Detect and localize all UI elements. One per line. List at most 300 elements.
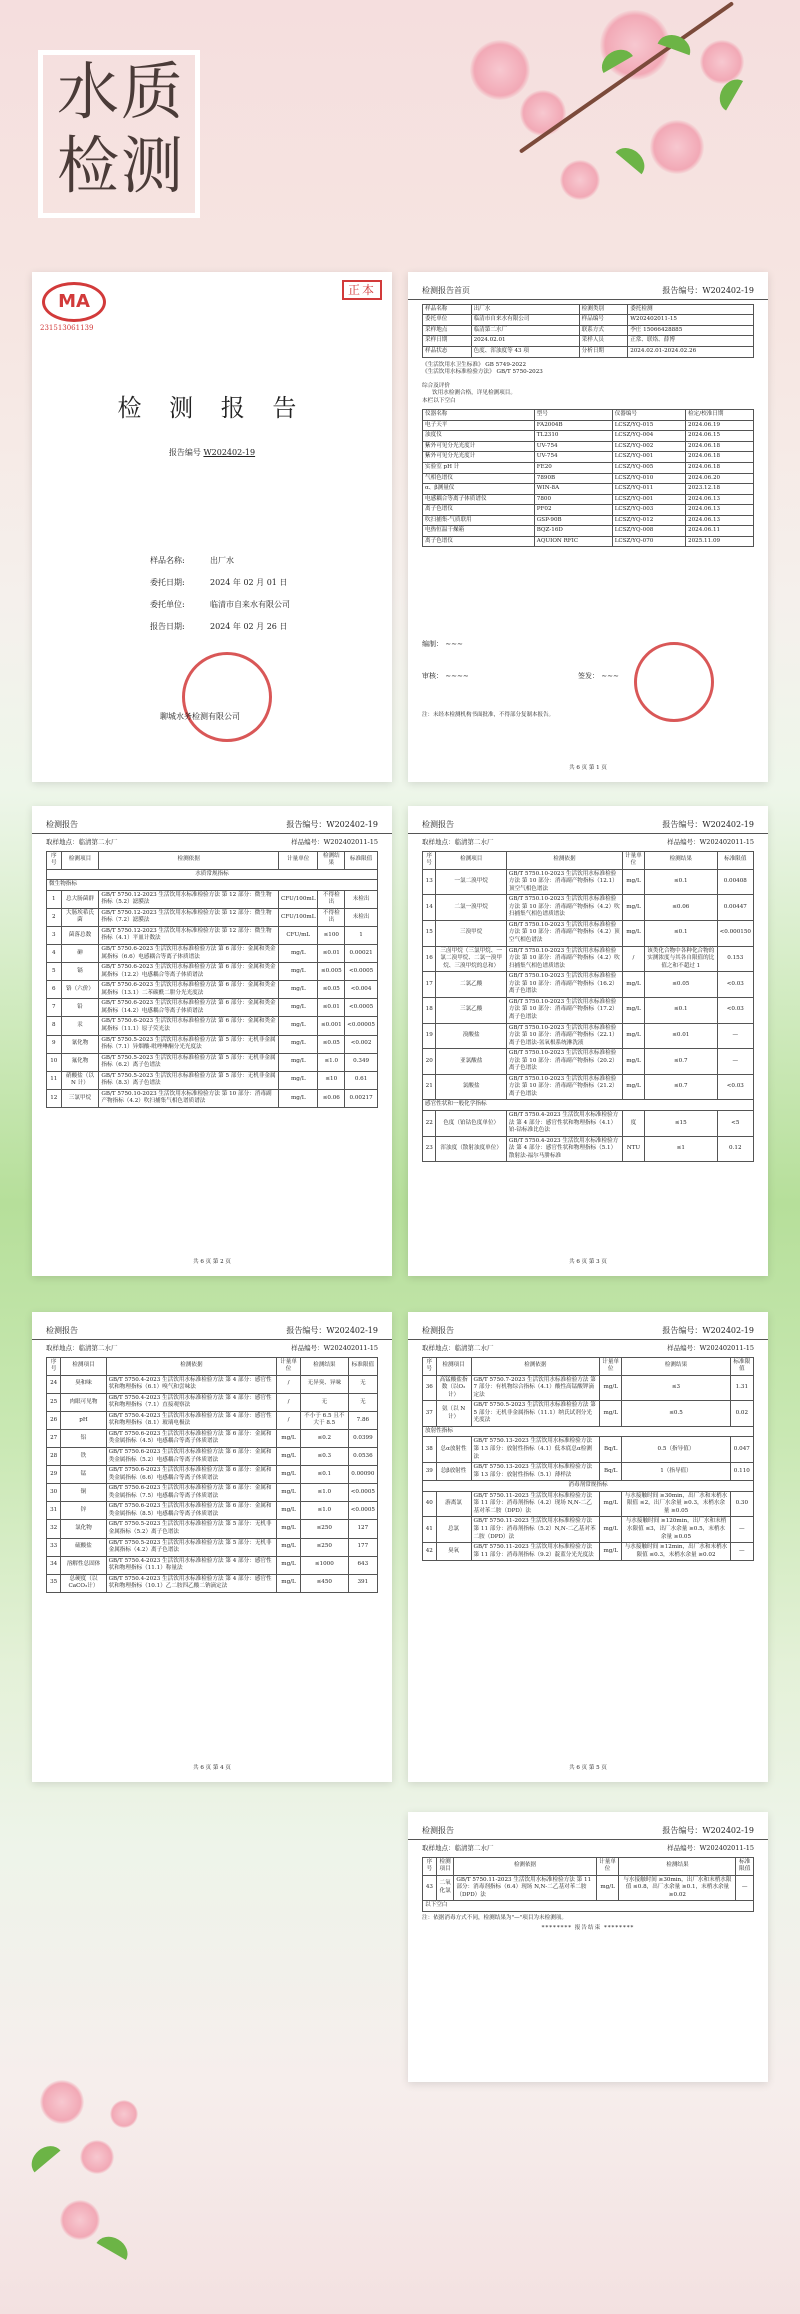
table-cell: 三氯乙酸 [436,997,506,1023]
table-cell: 色度（铂钴色度单位） [436,1110,506,1136]
table-cell: 1 [47,890,62,908]
table-row: 样品名称 出厂水 检测类别 委托检测 [423,304,754,315]
table-cell: GB/T 5750.5-2023 生活饮用水标准检验方法 第 5 部分：无机非金属指标（4.2）离子色谱法 [106,1538,277,1556]
section-label: 消毒剂常规指标 [423,1481,754,1492]
table-cell: LCSZ/YQ-011 [612,484,685,495]
results-table [422,1857,754,1912]
table-row [423,473,754,484]
table-cell: 3 [47,926,62,944]
table-cell: 0.02 [730,1401,753,1427]
table-row [47,981,378,999]
page-header-left: 检测报告 [422,820,454,829]
section-row: 水质常规指标 [47,869,378,880]
table-row [47,926,378,944]
table-row [47,963,378,981]
table-row: 委托单位 临清市自来水有限公司 样品编号 W202402011-15 [423,315,754,326]
table-row [47,1466,378,1484]
table-cell: 无 [348,1375,377,1393]
table-cell: 高锰酸盐指数（以O₂计） [436,1375,471,1401]
table-row [423,463,754,474]
table-cell: 度 [622,1110,644,1136]
table-cell: 0.349 [345,1053,378,1071]
table-row [47,1448,378,1466]
table-cell: pH [61,1411,106,1429]
table-row [47,1574,378,1592]
table-cell: GB/T 5750.13-2023 生活饮用水标准检验方法 第 13 部分：放射性指标（4.1）低本底总α检测法 [471,1437,600,1463]
table-row [47,1429,378,1447]
table-cell: 0.047 [730,1437,753,1463]
table-row: 样品状态 色度、浑浊度等 43 项 分析日期 2024.02.01-2024.02.26 [423,346,754,357]
table-cell: mg/L [277,1429,301,1447]
column-header: 检测结果 [619,1857,736,1875]
table-row [423,1437,754,1463]
table-cell: 7 [47,999,62,1017]
report-page-3 [408,806,768,1276]
table-cell: GB/T 5750.10-2023 生活饮用水标准检验方法 第 10 部分：消毒副产物指标（21.2）离子色谱法 [506,1074,622,1100]
table-cell: 36 [423,1375,437,1401]
table-cell: 电子天平 [423,420,535,431]
table-row [423,1517,754,1543]
table-cell: 26 [47,1411,61,1429]
page-note: 注：依据消毒方式不同，检测结果为"—"项目为未检测项。 [422,1914,567,1921]
table-cell: <0.0005 [348,1502,377,1520]
cover-row: 报告日期: 2024 年 02 月 26 日 [150,622,288,631]
table-cell: ≤1 [644,1136,717,1162]
report-page-6 [408,1812,768,2082]
table-cell: GB/T 5750.5-2023 生活饮用水标准检验方法 第 5 部分：无机非金属指标（8.3）离子色谱法 [99,1071,279,1089]
table-cell: ≤250 [300,1538,348,1556]
table-cell: ≤0.7 [644,1049,717,1075]
table-cell: 二氧化氯 [436,1875,454,1901]
report-page-2 [32,806,392,1276]
table-cell: BQZ-16D [534,526,612,537]
table-cell: ≤250 [300,1520,348,1538]
table-cell: 氟化物 [61,1053,99,1071]
table-row: 采样日期 2024.02.01 采样人员 正常、联络、薛博 [423,336,754,347]
table-cell: — [730,1517,753,1543]
table-cell: WIN-8A [534,484,612,495]
table-cell: mg/L [622,1074,644,1100]
table-cell: ≤0.01 [318,945,345,963]
table-cell: GB/T 5750.10-2023 生活饮用水标准检验方法 第 10 部分：消毒副产物指标（20.2）离子色谱法 [506,1049,622,1075]
table-row [423,431,754,442]
table-cell: ≤0.01 [318,999,345,1017]
table-cell: 42 [423,1543,437,1561]
table-cell: mg/L [277,1502,301,1520]
sample-number: 样品编号：W202402011-15 [291,837,378,846]
table-cell: 12 [47,1089,62,1107]
column-header: 标准限值 [717,851,753,869]
table-cell: ≤0.5 [622,1401,730,1427]
table-cell: 0.00408 [717,869,753,895]
table-cell: ≤0.1 [300,1466,348,1484]
table-cell: 未检出 [345,908,378,926]
table-cell: 0.61 [345,1071,378,1089]
table-row [47,945,378,963]
table-cell: mg/L [278,1053,317,1071]
table-cell: GB/T 5750.6-2023 生活饮用水标准检验方法 第 6 部分：金属和类金属指标（12.2）电感耦合等离子体质谱法 [99,963,279,981]
table-cell: 离子色谱仪 [423,505,535,516]
table-cell: 电感耦合等离子体质谱仪 [423,494,535,505]
table-cell: ≤100 [318,926,345,944]
column-header: 检测依据 [106,1357,277,1375]
column-header: 计量单位 [600,1357,622,1375]
table-cell: 25 [47,1393,61,1411]
table-cell: <0.00005 [345,1017,378,1035]
table-cell: CFU/100mL [278,890,317,908]
table-cell: <0.0005 [345,963,378,981]
table-cell: 与水接触时间 ≥120min，出厂水和末梢水限值 ≤3，出厂水余量 ≥0.5，末梢水余量 ≥0.05 [622,1517,730,1543]
table-row [423,1875,754,1901]
table-cell: mg/L [278,1035,317,1053]
table-row [423,869,754,895]
table-cell: 9 [47,1035,62,1053]
table-cell: 与水接触时间 ≥30min，出厂水和末梢水限值 ≤0.8，出厂水余量 ≥0.1，末梢水余量 ≥0.02 [619,1875,736,1901]
table-row [423,1023,754,1049]
sample-number: 样品编号：W202402011-15 [667,1343,754,1352]
ma-certification-mark: MA [42,282,106,322]
table-cell: GB/T 5750.11-2023 生活饮用水标准检验方法 第 11 部分：消毒剂指标（6.4）现场 N,N-二乙基对苯二胺（DPD）法 [454,1875,596,1901]
table-cell: 二氯一溴甲烷 [436,895,506,921]
page-header-left: 检测报告 [46,820,78,829]
table-cell: 离子色谱仪 [423,536,535,547]
red-seal-stamp [634,642,714,722]
column-header: 检测依据 [454,1857,596,1875]
table-cell: mg/L [600,1491,622,1517]
sample-number: 样品编号：W202402011-15 [667,1843,754,1852]
table-row [423,1543,754,1561]
table-cell: GB/T 5750.5-2023 生活饮用水标准检验方法 第 5 部分：无机非金属指标（6.2）离子色谱法 [99,1053,279,1071]
table-cell: 电热恒温干燥箱 [423,526,535,537]
table-cell: GB/T 5750.6-2023 生活饮用水标准检验方法 第 6 部分：金属和类金属指标（6.6）电感耦合等离子体质谱法 [99,945,279,963]
table-cell: 19 [423,1023,436,1049]
table-cell: GB/T 5750.13-2023 生活饮用水标准检验方法 第 13 部分：放射性指标（5.1）薄样法 [471,1463,600,1481]
table-cell: 浊度仪 [423,431,535,442]
table-cell: NTU [622,1136,644,1162]
report-end: ******** 报告结束 ******** [541,1925,635,1932]
table-cell: mg/L [278,963,317,981]
table-cell: mg/L [278,999,317,1017]
table-row [423,505,754,516]
table-cell: Bq/L [600,1437,622,1463]
table-cell: GB/T 5750.10-2023 生活饮用水标准检验方法 第 10 部分：消毒副产物指标（4.2）吹扫捕集气相色谱质谱法 [506,895,622,921]
table-cell: 0.153 [717,946,753,972]
table-cell: 汞 [61,1017,99,1035]
table-cell: 铅 [61,999,99,1017]
table-cell: 不小于 6.5 且不大于 8.5 [300,1411,348,1429]
column-header: 计量单位 [277,1357,301,1375]
table-cell: 亚氯酸盐 [436,1049,506,1075]
table-cell: mg/L [278,981,317,999]
table-cell: LCSZ/YQ-010 [612,473,685,484]
table-cell: GB/T 5750.4-2023 生活饮用水标准检验方法 第 4 部分：感官性状和物理指标（10.1）乙二胺四乙酸二钠滴定法 [106,1574,277,1592]
table-row [47,1556,378,1574]
table-cell: ≤0.7 [644,1074,717,1100]
table-cell: ≤1000 [300,1556,348,1574]
table-cell: 锰 [61,1466,106,1484]
table-cell: GB/T 5750.10-2023 生活饮用水标准检验方法 第 10 部分：消毒副产物指标（22.1）离子色谱法-氢氧根系统淋洗液 [506,1023,622,1049]
table-cell: 气相色谱仪 [423,473,535,484]
table-cell: <0.002 [345,1035,378,1053]
table-cell: <5 [717,1110,753,1136]
table-cell: 氯化物 [61,1520,106,1538]
table-cell: 2024.06.13 [686,515,754,526]
table-cell: mg/L [622,869,644,895]
page-header-right: 报告编号：W202402-19 [662,1326,754,1335]
table-row [423,420,754,431]
title-line-1: 水质 [57,55,186,128]
table-cell: GB/T 5750.10-2023 生活饮用水标准检验方法 第 10 部分：消毒副产物指标（4.2）吹扫捕集气相色谱质谱法 [506,946,622,972]
table-cell: ≤0.05 [318,981,345,999]
table-cell: 4 [47,945,62,963]
table-cell: 177 [348,1538,377,1556]
table-cell: 臭和味 [61,1375,106,1393]
table-cell: LCSZ/YQ-001 [612,452,685,463]
table-cell: mg/L [600,1401,622,1427]
column-header: 序号 [47,851,62,869]
table-cell: GB/T 5750.7-2023 生活饮用水标准检验方法 第 7 部分：有机物综合指标（4.1）酸性高锰酸钾滴定法 [471,1375,600,1401]
table-cell: UV-754 [534,452,612,463]
table-cell: 22 [423,1110,436,1136]
sampling-site: 取样地点：临清第二水厂 [422,1843,494,1852]
table-cell: <0.004 [345,981,378,999]
table-cell: LCSZ/YQ-008 [612,526,685,537]
table-cell: 10 [47,1053,62,1071]
table-cell: GB/T 5750.11-2023 生活饮用水标准检验方法 第 11 部分：消毒剂指标（4.2）现场 N,N-二乙基对苯二胺（DPD）法 [471,1491,600,1517]
table-cell: 铬（六价） [61,981,99,999]
table-cell: mg/L [277,1538,301,1556]
table-cell: 2024.06.11 [686,526,754,537]
table-cell: 2023.12.18 [686,484,754,495]
table-row [47,1375,378,1393]
column-header: 检测项目 [61,851,99,869]
page-header-left: 检测报告 [46,1326,78,1335]
page-header-left: 检测报告首页 [422,286,470,295]
table-row [47,1502,378,1520]
signature-review: 审核： ∼∼∼∼ [422,672,469,680]
table-cell: ≤0.001 [318,1017,345,1035]
table-cell: GB/T 5750.6-2023 生活饮用水标准检验方法 第 6 部分：金属和类金属指标（14.2）电感耦合等离子体质谱法 [99,999,279,1017]
table-cell: 6 [47,981,62,999]
table-cell: 0.00021 [345,945,378,963]
table-cell: — [736,1875,754,1901]
table-cell: 29 [47,1466,61,1484]
table-cell: 不得检出 [318,908,345,926]
table-cell: GB/T 5750.4-2023 生活饮用水标准检验方法 第 4 部分：感官性状和物理指标（11.1）称量法 [106,1556,277,1574]
table-cell: ≤0.05 [318,1035,345,1053]
table-row [423,536,754,547]
column-header: 检测项目 [436,1357,471,1375]
table-cell: mg/L [622,1023,644,1049]
table-cell: GB/T 5750.6-2023 生活饮用水标准检验方法 第 6 部分：金属和类金属指标（5.2）电感耦合等离子体质谱法 [106,1448,277,1466]
table-cell: 该类化合物中各种化合物的实测浓度与其各自限值的比值之和不超过 1 [644,946,717,972]
table-cell: GB/T 5750.5-2023 生活饮用水标准检验方法 第 5 部分：无机非金属指标（11.1）纳氏试剂分光光度法 [471,1401,600,1427]
table-cell: 1（指导值） [622,1463,730,1481]
table-row [47,890,378,908]
table-cell: ≤1.0 [300,1502,348,1520]
table-cell: GSP-90B [534,515,612,526]
table-cell: 0.0536 [348,1448,377,1466]
table-cell: 7890B [534,473,612,484]
column-header: 标准限值 [736,1857,754,1875]
table-cell: 大肠埃希氏菌 [61,908,99,926]
table-cell: 硝酸盐（以 N 计） [61,1071,99,1089]
report-page-5 [408,1312,768,1782]
report-first-page [408,272,768,782]
table-cell: 127 [348,1520,377,1538]
table-row [423,515,754,526]
table-row [423,997,754,1023]
table-row [423,1074,754,1100]
table-cell: 0.00447 [717,895,753,921]
table-row [423,920,754,946]
table-cell: ≤0.06 [318,1089,345,1107]
table-cell: 37 [423,1401,437,1427]
table-cell: mg/L [277,1484,301,1502]
table-cell: GB/T 5750.10-2023 生活饮用水标准检验方法 第 10 部分：消毒副产物指标（16.2）离子色谱法 [506,972,622,998]
table-cell: 无 [348,1393,377,1411]
column-header: 序号 [423,1357,437,1375]
table-row [423,1136,754,1162]
sample-info-table [422,304,754,358]
table-cell: 三卤甲烷（三氯甲烷、一氯二溴甲烷、二氯一溴甲烷、三溴甲烷的总和） [436,946,506,972]
signature-compile: 编制： ∼∼∼ [422,640,463,648]
table-cell: 总硬度（以CaCO₃计） [61,1574,106,1592]
table-cell: mg/L [596,1875,619,1901]
page-header-right: 报告编号：W202402-19 [286,1326,378,1335]
table-cell: — [717,1049,753,1075]
table-row [423,1110,754,1136]
table-row [423,972,754,998]
table-cell: / [622,946,644,972]
table-cell: mg/L [622,1049,644,1075]
table-cell: ≤1.0 [300,1484,348,1502]
table-cell: — [717,1023,753,1049]
table-cell: 15 [423,920,436,946]
table-cell: ≤0.1 [644,997,717,1023]
table-cell: 溶解性总固体 [61,1556,106,1574]
table-cell: 砷 [61,945,99,963]
table-cell: GB/T 5750.4-2023 生活饮用水标准检验方法 第 4 部分：感官性状和物理指标（6.1）嗅气和尝味法 [106,1375,277,1393]
table-cell: mg/L [277,1574,301,1592]
table-cell: 1.31 [730,1375,753,1401]
column-header: 检测结果 [318,851,345,869]
table-row [423,946,754,972]
table-cell: 34 [47,1556,61,1574]
table-cell: <0.03 [717,972,753,998]
table-row [47,1538,378,1556]
table-cell: 391 [348,1574,377,1592]
table-cell: mg/L [278,1017,317,1035]
table-row [423,1481,754,1492]
table-cell: GB/T 5750.5-2023 生活饮用水标准检验方法 第 5 部分：无机非金属指标（7.1）异烟酸-吡唑啉酮分光光度法 [99,1035,279,1053]
table-cell: LCSZ/YQ-002 [612,441,685,452]
column-header: 检测项目 [436,851,506,869]
column-header: 序号 [47,1357,61,1375]
page-header-right: 报告编号：W202402-19 [286,820,378,829]
sampling-site: 取样地点：临清第二水厂 [422,1343,494,1352]
table-row [47,1411,378,1429]
table-cell: 铁 [61,1448,106,1466]
table-cell: 一氯二溴甲烷 [436,869,506,895]
table-cell: mg/L [622,920,644,946]
cover-title: 检 测 报 告 [117,394,307,422]
table-cell: 氯酸盐 [436,1074,506,1100]
section-label: 放射性指标 [423,1426,754,1437]
table-cell: GB/T 5750.12-2023 生活饮用水标准检验方法 第 12 部分：微生物指标（7.2）滤膜法 [99,908,279,926]
table-header-row [47,1357,378,1375]
table-cell: GB/T 5750.10-2023 生活饮用水标准检验方法 第 10 部分：消毒副产物指标（12.1）顶空气相色谱法 [506,869,622,895]
section-label: 感官性状和一般化学指标 [423,1100,754,1111]
table-cell: 32 [47,1520,61,1538]
original-copy-stamp: 正本 [342,280,382,300]
table-cell: TL2310 [534,431,612,442]
table-cell: 与水接触时间 ≥30min，出厂水和末梢水限值 ≤2，出厂水余量 ≥0.3，末梢水余量 ≥0.05 [622,1491,730,1517]
table-cell: GB/T 5750.10-2023 生活饮用水标准检验方法 第 10 部分：消毒副产物指标（4.2）吹扫捕集气相色谱质谱法 [99,1089,279,1107]
column-header: 计量单位 [596,1857,619,1875]
column-header: 检测结果 [622,1357,730,1375]
table-cell: 43 [423,1875,437,1901]
table-cell: 21 [423,1074,436,1100]
table-cell: 臭氧 [436,1543,471,1561]
table-cell: 与水接触时间 ≥12min，出厂水和末梢水限值 ≤0.3，末梢水余量 ≥0.02 [622,1543,730,1561]
table-cell: 二氯乙酸 [436,972,506,998]
table-cell: 氰化物 [61,1035,99,1053]
table-cell: 总大肠菌群 [61,890,99,908]
table-cell: 0.110 [730,1463,753,1481]
table-cell: mg/L [278,945,317,963]
table-cell: 无 [300,1393,348,1411]
table-cell: GB/T 5750.5-2023 生活饮用水标准检验方法 第 5 部分：无机非金属指标（5.2）离子色谱法 [106,1520,277,1538]
table-cell: GB/T 5750.11-2023 生活饮用水标准检验方法 第 11 部分：消毒剂指标（5.2）N,N-二乙基对苯二胺（DPD）法 [471,1517,600,1543]
table-cell: UV-754 [534,441,612,452]
table-cell: / [277,1411,301,1429]
table-cell: <0.000150 [717,920,753,946]
table-cell: GB/T 5750.6-2023 生活饮用水标准检验方法 第 6 部分：金属和类金属指标（7.5）电感耦合等离子体质谱法 [106,1484,277,1502]
table-row [423,1463,754,1481]
report-cover-page [32,272,392,782]
table-cell: ≤1.0 [318,1053,345,1071]
table-cell: LCSZ/YQ-003 [612,505,685,516]
table-row [47,1484,378,1502]
sampling-site: 取样地点：临清第二水厂 [46,837,118,846]
table-row [47,1017,378,1035]
section-row: 微生物指标 [47,880,378,891]
table-cell: mg/L [278,1071,317,1089]
table-cell: 31 [47,1502,61,1520]
table-cell: 23 [423,1136,436,1162]
title-line-2: 检测 [57,129,186,202]
table-row [423,1049,754,1075]
column-header: 计量单位 [278,851,317,869]
table-cell: 38 [423,1437,437,1463]
table-row [423,1375,754,1401]
table-cell: 0.0399 [348,1429,377,1447]
column-header: 序号 [423,851,436,869]
page-header-right: 报告编号：W202402-19 [662,1826,754,1835]
table-cell: 铝 [61,1429,106,1447]
table-cell: 不得检出 [318,890,345,908]
results-table [46,851,378,1108]
table-cell: 16 [423,946,436,972]
table-cell: 0.00090 [348,1466,377,1484]
column-header: 标准限值 [345,851,378,869]
table-cell: <0.0005 [345,999,378,1017]
table-cell: 浑浊度（散射浊度单位） [436,1136,506,1162]
table-cell: 11 [47,1071,62,1089]
table-cell: 30 [47,1484,61,1502]
table-cell: 总α放射性 [436,1437,471,1463]
